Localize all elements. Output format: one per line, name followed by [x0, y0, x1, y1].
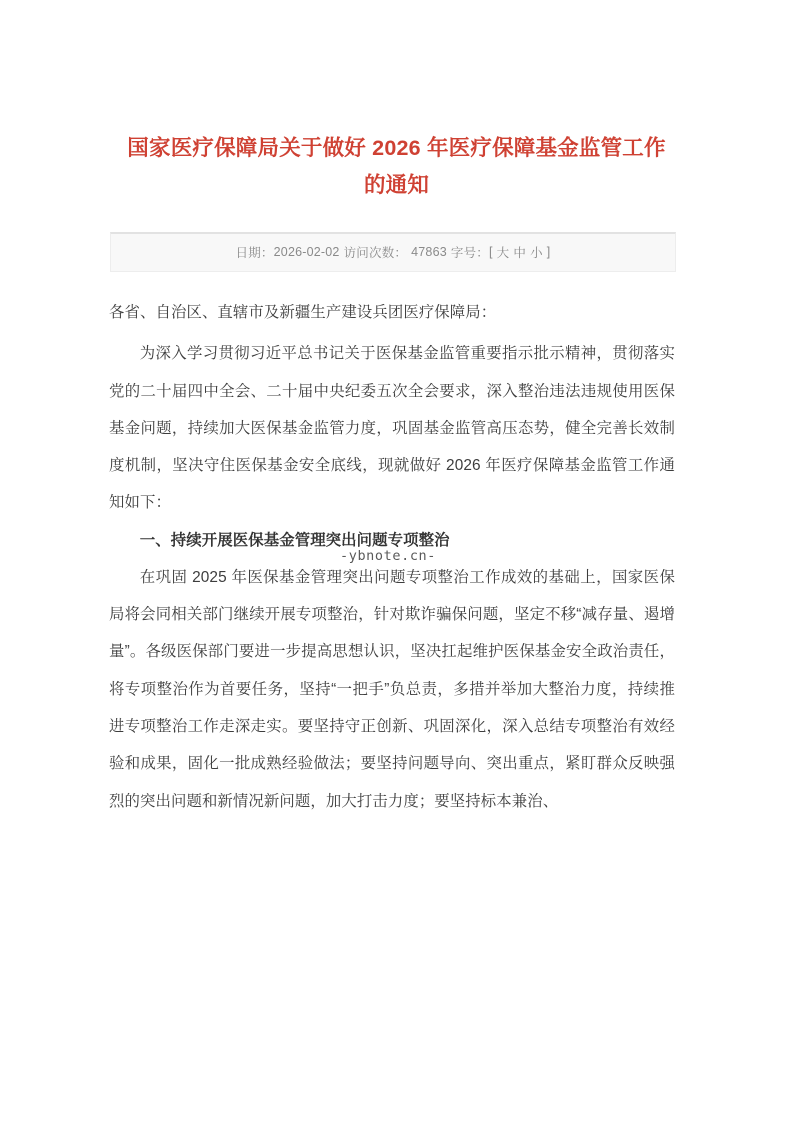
- page-title-line-1: 国家医疗保障局关于做好 2026 年医疗保障基金监管工作: [127, 136, 666, 160]
- views-label: 访问次数：: [343, 246, 408, 261]
- views-value: 47863: [411, 245, 447, 260]
- date-label: 日期：: [235, 246, 274, 261]
- body-paragraph-1: 为深入学习贯彻习近平总书记关于医保基金监管重要指示批示精神，贯彻落实党的二十届四中全会、二十届中央纪委五次全会要求，深入整治违法违规使用医保基金问题，持续加大医保基金监管力度，巩固基金监管高压态势，健全完善长效制度机制，坚决守住医保基金安全底线，现就做好 2026 年医疗保障基金监管工作通知如下：: [109, 345, 675, 512]
- fontsize-bracket-close: ]: [546, 245, 551, 260]
- fontsize-bracket-open: [: [488, 245, 493, 260]
- section-heading-1: 一、持续开展医保基金管理突出问题专项整治: [139, 531, 450, 549]
- article-body: [109, 294, 675, 820]
- body-paragraph-2: 在巩固 2025 年医保基金管理突出问题专项整治工作成效的基础上，国家医保局将会同相关部门继续开展专项整治，针对欺诈骗保问题，坚定不移“减存量、遏增量”。各级医保部门要进一步提高思想认识，坚决扛起维护医保基金安全政治责任，将专项整治作为首要任务，坚持“一把手”负总责，多措并举加大整治力度，持续推进专项整治工作走深走实。要坚持守正创新、巩固深化，深入总结专项整治有效经验和成果，固化一批成熟经验做法；要坚持问题导向、突出重点，紧盯群众反映强烈的突出问题和新情况新问题，加大打击力度；要坚持标本兼治、: [109, 568, 675, 810]
- page-title-line-2: 的通知: [363, 172, 430, 197]
- fontsize-small-button[interactable]: 小: [530, 246, 543, 261]
- fontsize-medium-button[interactable]: 中: [513, 246, 527, 261]
- date-value: 2026-02-02: [273, 245, 340, 260]
- article-meta-bar: [110, 232, 676, 272]
- article-meta-line: [236, 243, 551, 261]
- page-title: [109, 0, 684, 204]
- salutation-paragraph: 各省、自治区、直辖市及新疆生产建设兵团医疗保障局：: [109, 303, 497, 321]
- site-watermark: -ybnote.cn-: [340, 548, 437, 564]
- fontsize-large-button[interactable]: 大: [496, 246, 510, 261]
- fontsize-label: 字号：: [450, 246, 489, 261]
